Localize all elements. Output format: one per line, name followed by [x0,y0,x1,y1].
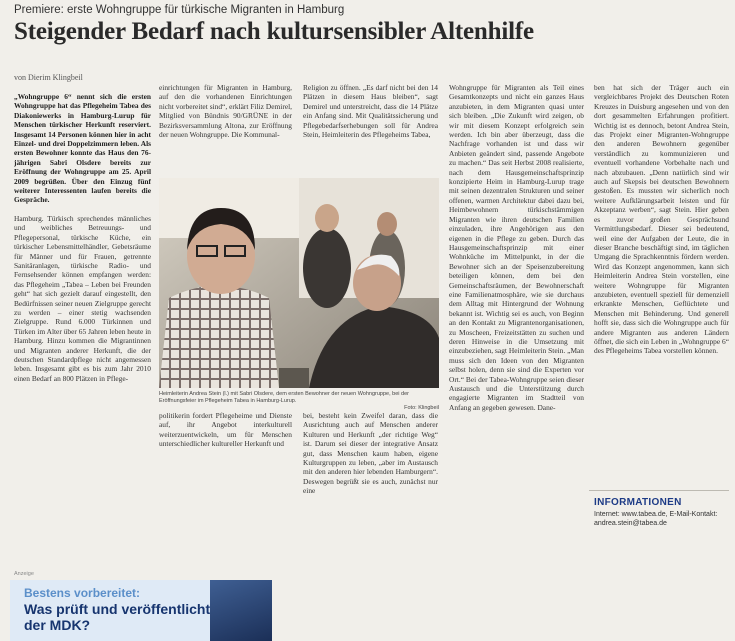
photo-caption [159,391,439,412]
lead-paragraph: „Wohngruppe 6“ nennt sich die ersten Wohngruppe hat das Pflegeheim Tabea des Diakoniewerks in Hamburg-Lurup für Menschen türkischer Herkunft reserviert. Insgesamt 14 Personen können hier in acht Einzel- und drei Doppelzimmern leben. Als ersten Bewohner konnte das Haus den 76-jährigen Sabri Olsdere bereits zur Eröffnung der Wohngruppe am 25. April 2009 begrüßen. Über den Einzug fünf weiterer Interessenten laufen bereits die Gespräche. [14,92,151,205]
column-5 [594,83,729,493]
page-marker: Anzeige [14,571,34,577]
caption-text: Heimleiterin Andrea Stein (l.) mit Sabri Olsdere, dem ersten Bewohner der neuen Wohngruppe, bei der Eröffnungsfeier im Pflegeheim Tabea in Hamburg-Lurup. [159,391,409,404]
column-3-top [303,83,438,177]
info-box [594,497,729,528]
column-1 [14,92,151,570]
body-paragraph-1: Hamburg. Türkisch sprechendes männliches und weibliches Betreuungs- und Pflegepersonal, türkische Küche, ein türkischer Lebensmittelhändler, Gebetsräume für Männer und für Frauen, getrennte Sanitäranlagen, türkische Radio- und Fernsehsender können empfangen werden: das Pflegeheim „Tabea – Leben bei Freunden geht“ hat sich gezielt darauf eingestellt, den Bedürfnissen seiner neuen Zielgruppe gerecht zu werden – einer stetig wachsenden Zielgruppe. Rund 6.000 Türkinnen und Türken im Alter über 65 Jahren leben heute in Hamburg. Hinzu kommen die Migrantinnen und Migranten anderer Herkunft, die der deutschen Standardpflege nicht angemessen leben. Insgesamt gibt es bis zum Jahr 2010 einen Bedarf an 800 Plätzen in Pflege- [14,213,151,383]
column-3-bottom [303,411,438,563]
info-title: INFORMATIONEN [594,497,682,508]
body-paragraph-5: bei, besteht kein Zweifel daran, dass die Ausrichtung auch auf Menschen anderer Kulturen und Herkunft „der richtige Weg“ ist. Darum sei dieser der integrative Ansatz gut, dass Menschen kaum haben, eigene Kulturgruppen zu leben, „aber im Austausch mit den anderen hier lebenden Hamburgern“. Deswegen begrüßt sie es auch, zunächst nur eine [303,411,438,496]
column-2-top [159,83,292,177]
column-4 [449,83,584,639]
ad-headline: Was prüft und veröffentlicht der MDK? [24,601,211,633]
ad-image [210,580,272,641]
photo-credit: Foto: Klingbeil [404,405,439,411]
article-photo [159,178,439,388]
body-paragraph-2: einrichtungen für Migranten in Hamburg, auf den die vorhandenen Einrichtungen nicht vorbereitet sind“, erklärt Filiz Demirel, Mitglied von Bündnis 90/GRÜNE in der Bezirksversammlung Altona, zur Eröffnung der neuen Wohngruppe. Die Kommunal- [159,83,292,140]
body-paragraph-4: politikerin fordert Pflegeheime und Dienste auf, ihr Angebot interkulturell weiterzuentwickeln, um für Menschen unterschiedlicher kultureller Herkunft und [159,411,292,449]
body-paragraph-6: Wohngruppe für Migranten als Teil eines Gesamtkonzepts und nicht ein ganzes Haus anzubieten, in dem Migranten quasi unter sich bleiben. „Die Zukunft wird zeigen, ob wir mit diesem Konzept erfolgreich sein werden. Ich bin aber überzeugt, dass die Nachfrage vorhanden ist und dass wir Anbieten geändert sind, passende Angebote zu machen.“ Das seit Herbst 2008 realisierte, nach dem Hausgemeinschaftsprinzip konzipierte Heim in Hamburg-Lurup trage mit seinen dezentralen Strukturen und seiner offenen, warmen Architektur dabei dazu bei, Heimbewohnern türkischstämmigen Migranten wie ihren deutschen Familien einzuladen, ihre Angehörigen aus den eigenen in die Pflege zu geben. Durch das Hausgemeinschaftsprinzip mit einer Wohnküche im Mittelpunkt, in der die Bewohner sich an der Speisenzubereitung beteiligen können, dem bei den Gemeinschaftsräumen, der Bewohnerschaft eine Familienatmosphäre, wie sie durchaus dem Alltag mit Hintergrund der Wohnung bekannt ist. Wichtig sei es auch, von Beginn an den Kontakt zu Migrantenorganisationen, zu Moscheen, Freizeitstätten zu suchen und deren Hinweise in die Umsetzung mit einzubeziehen, sagt Heimleiterin Stein. „Man muss sich den Ideen von den Migranten selbst holen, denn sie sind die Experten vor Ort.“ Bei der Tabea-Wohngruppe seien dieser Austausch und die Unterstützung durch engagierte Migranten im Stadtteil von Anfang an gegeben gewesen. Dane- [449,83,584,412]
body-paragraph-3: Religion zu öffnen. „Es darf nicht bei den 14 Plätzen in diesem Haus bleiben“, sagt Demirel und unterstreicht, dass die 14 Plätze ein Anfang sind. Mit Qualitätssicherung und Pflegebedarfserhebungen soll für Andrea Stein, Heimleiterin des Pflegeheims Tabea, [303,83,438,140]
ad-tagline: Bestens vorbereitet: [24,586,141,600]
info-text: Internet: www.tabea.de, E-Mail-Kontakt: andrea.stein@tabea.de [594,511,718,527]
byline: von Dierim Klingbeil [14,73,83,82]
kicker: Premiere: erste Wohngruppe für türkische Migranten in Hamburg [14,4,345,16]
advertisement[interactable] [10,580,272,641]
body-paragraph-7: ben hat sich der Träger auch ein vergleichbares Projekt des Deutschen Roten Kreuzes in Duisburg angesehen und von den dort gesammelten Erfahrungen profitiert. Wichtig ist es dennoch, betont Andrea Stein, das Projekt einer Migranten-Wohngruppe den anderen Bewohnern gegenüber verständlich zu kommunizieren und eventuell vorhandene Vorbehalte nach und nach abzubauen. „Denn natürlich sind wir auch auf Skepsis bei deutschen Bewohnern gestoßen. Es mussten wir sicherlich noch weitere Aufklärungsarbeit leisten und für Akzeptanz werben“, sagt Stein. Hier geben es zuvor großen Gesprächsund Vermittlungsbedarf. Dieser sei bedeutend, weil eine der Aufgaben der Leute, die in dieser Branche beschäftigt sind, im täglichen Umgang die Sprachkenntnis fördern werden. Wird das Konzept angenommen, kann sich Heimleiterin Andrea Stein vorstellen, eine weitere Wohngruppe für Migranten anzubieten, eventuell speziell für demenziell erkrankte Menschen, Geflüchtete und Menschen mit Behinderung. Und generell hofft sie, dass sich die Wohngruppe auch für andere Migranten aus anderen Ländern öffnet, die sich ein Leben in „Wohngruppe 6“ des Pflegeheims Tabea vorstellen können. [594,83,729,356]
column-2-bottom [159,411,292,563]
column-divider [589,490,729,491]
headline: Steigender Bedarf nach kultursensibler Altenhilfe [14,18,534,45]
